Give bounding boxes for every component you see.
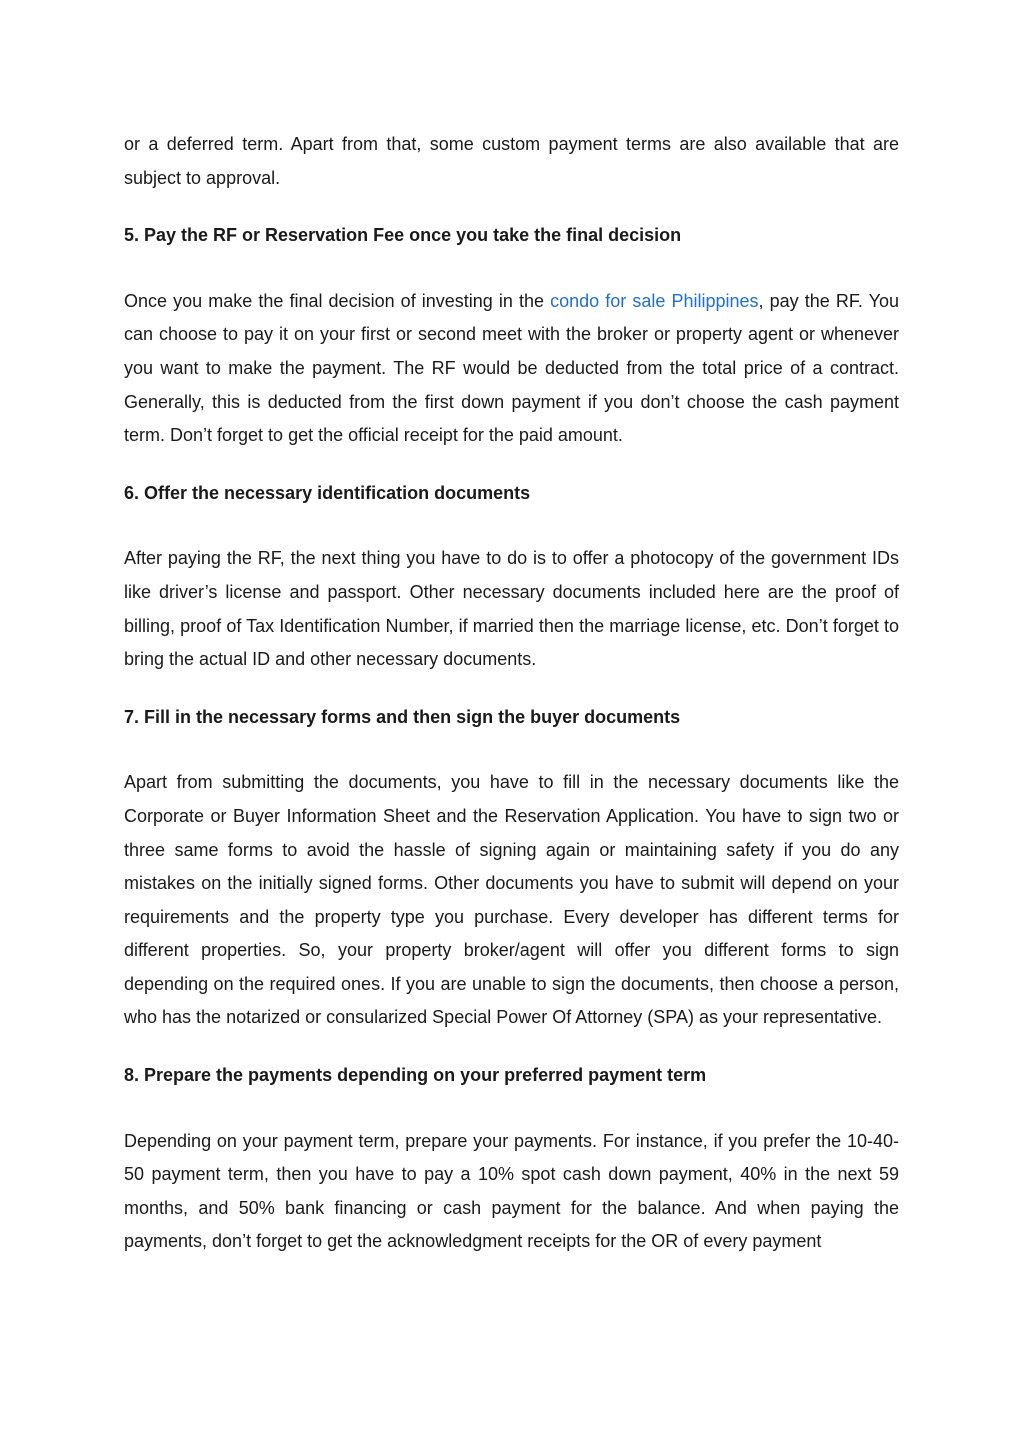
- section-8-paragraph: Depending on your payment term, prepare your payments. For instance, if you prefer the 10-40-50 payment term, then you have to pay a 10% spot cash down payment, 40% in the next 59 months, and 50% bank financing or cash payment for the balance. And when paying the payments, don’t forget to get the acknowledgment receipts for the OR of every payment: [124, 1130, 899, 1252]
- section-7-heading: 7. Fill in the necessary forms and then sign the buyer documents: [124, 706, 681, 727]
- section-5-heading: 5. Pay the RF or Reservation Fee once you take the final decision: [124, 225, 682, 246]
- intro-paragraph: or a deferred term. Apart from that, some custom payment terms are also available that are subject to approval.: [124, 134, 899, 188]
- section-6-heading: 6. Offer the necessary identification documents: [124, 482, 531, 503]
- section-7-paragraph: Apart from submitting the documents, you have to fill in the necessary documents like the Corporate or Buyer Information Sheet and the Reservation Application. You have to sign two or three same forms to avoid the hassle of signing again or maintaining safety if you do any mistakes on the initially signed forms. Other documents you have to submit will depend on your requirements and the property type you purchase. Every developer has different terms for different properties. So, your property broker/agent will offer you different forms to sign depending on the required ones. If you are unable to sign the documents, then choose a person, who has the notarized or consularized Special Power Of Attorney (SPA) as your representative.: [124, 772, 899, 1028]
- document-body: [124, 128, 899, 1259]
- section-5-text-after-link: , pay the RF. You can choose to pay it on your first or second meet with the broker or property agent or whenever you want to make the payment. The RF would be deducted from the total price of a contract. Generally, this is deducted from the first down payment if you don’t choose the cash payment term. Don’t forget to get the official receipt for the paid amount.: [124, 290, 899, 446]
- section-5-text-before-link: Once you make the final decision of investing in the: [124, 290, 551, 311]
- section-6-paragraph: After paying the RF, the next thing you have to do is to offer a photocopy of the government IDs like driver’s license and passport. Other necessary documents included here are the proof of billing, proof of Tax Identification Number, if married then the marriage license, etc. Don’t forget to bring the actual ID and other necessary documents.: [124, 548, 899, 670]
- condo-for-sale-link[interactable]: condo for sale Philippines: [550, 290, 759, 311]
- section-5-paragraph: [124, 285, 899, 453]
- section-8-heading: 8. Prepare the payments depending on your preferred payment term: [124, 1065, 707, 1086]
